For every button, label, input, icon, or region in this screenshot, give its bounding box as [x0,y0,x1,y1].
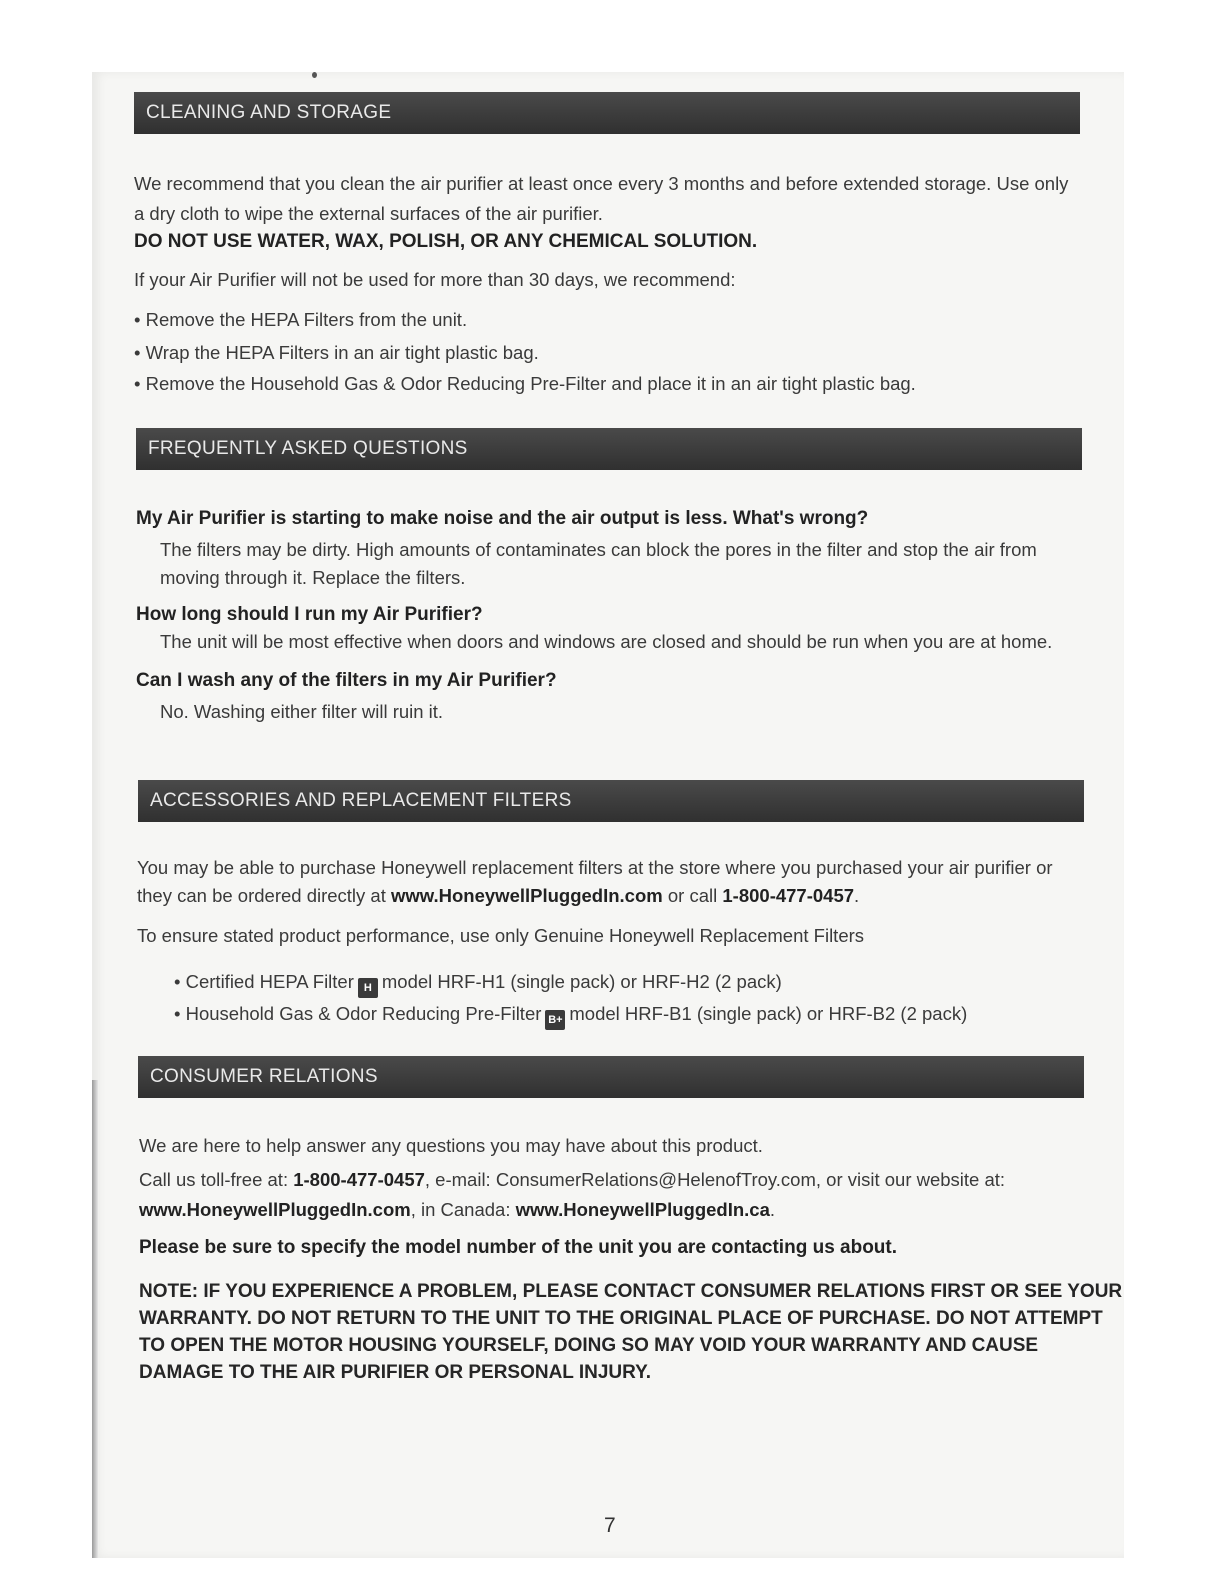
faq-question: Can I wash any of the filters in my Air Purifier? [136,670,557,691]
hepa-filter-icon: H [358,978,378,998]
accessories-header: ACCESSORIES AND REPLACEMENT FILTERS [138,780,1084,822]
cleaning-bullet: • Remove the Household Gas & Odor Reducing Pre-Filter and place it in an air tight plastic bag. [134,373,916,394]
cleaning-bullet: • Wrap the HEPA Filters in an air tight plastic bag. [134,342,539,363]
faq-answer: The unit will be most effective when doors and windows are closed and should be run when you are at home. [160,631,1053,652]
consumer-paragraph-2 [139,1164,1005,1196]
consumer-phone: 1-800-477-0457 [293,1169,425,1190]
filter-model: model HRF-H1 (single pack) or HRF-H2 (2 pack) [381,971,782,992]
prefilter-icon: B+ [545,1010,565,1030]
page-edge-shadow [92,1080,98,1558]
cleaning-paragraph-1: We recommend that you clean the air purifier at least once every 3 months and before extended storage. Use only [134,173,1069,194]
warning-note-line: WARRANTY. DO NOT RETURN TO THE UNIT TO THE ORIGINAL PLACE OF PURCHASE. DO NOT ATTEMPT [139,1308,1103,1329]
filter-item-hepa [174,966,782,998]
faq-header: FREQUENTLY ASKED QUESTIONS [136,428,1082,470]
cleaning-warning: DO NOT USE WATER, WAX, POLISH, OR ANY CHEMICAL SOLUTION. [134,231,758,252]
filter-item-prefilter [174,998,967,1030]
period: . [769,1199,776,1220]
consumer-header: CONSUMER RELATIONS [138,1056,1084,1098]
website-link[interactable]: www.HoneywellPluggedIn.com [391,885,663,906]
filter-model: model HRF-B1 (single pack) or HRF-B2 (2 pack) [569,1003,968,1024]
print-speck [312,72,317,78]
phone-number: 1-800-477-0457 [722,885,855,906]
faq-answer: The filters may be dirty. High amounts of contaminates can block the pores in the filter and stop the air from [160,539,1037,560]
cleaning-bullet: • Remove the HEPA Filters from the unit. [134,309,468,330]
page-number: 7 [604,1514,616,1537]
cleaning-paragraph-2: If your Air Purifier will not be used for more than 30 days, we recommend: [134,269,736,290]
cleaning-paragraph-1b: a dry cloth to wipe the external surfaces of the air purifier. [134,203,603,224]
warning-note-line: DAMAGE TO THE AIR PURIFIER OR PERSONAL INJURY. [139,1362,651,1383]
faq-question: How long should I run my Air Purifier? [136,604,483,625]
filter-label: • Certified HEPA Filter [174,971,354,992]
cleaning-header: CLEANING AND STORAGE [134,92,1080,134]
consumer-model-note: Please be sure to specify the model number of the unit you are contacting us about. [139,1237,898,1258]
website-link-us[interactable]: www.HoneywellPluggedIn.com [139,1199,411,1220]
faq-answer: No. Washing either filter will ruin it. [160,701,444,722]
canada-text: , in Canada: [410,1199,516,1220]
consumer-paragraph-3 [139,1194,775,1226]
faq-question: My Air Purifier is starting to make noise and the air output is less. What's wrong? [136,508,869,529]
accessories-call-text: or call [662,885,723,906]
email-text: , e-mail: ConsumerRelations@HelenofTroy.com, or visit our website at: [424,1169,1006,1190]
accessories-order-text: they can be ordered directly at [137,885,392,906]
period: . [854,885,860,906]
call-text: Call us toll-free at: [139,1169,294,1190]
filter-label: • Household Gas & Odor Reducing Pre-Filter [174,1003,542,1024]
warning-note-line: TO OPEN THE MOTOR HOUSING YOURSELF, DOING SO MAY VOID YOUR WARRANTY AND CAUSE [139,1335,1039,1356]
faq-answer: moving through it. Replace the filters. [160,567,466,588]
accessories-paragraph-2: To ensure stated product performance, use only Genuine Honeywell Replacement Filters [137,925,865,946]
accessories-paragraph-1b [137,880,859,912]
consumer-paragraph-1: We are here to help answer any questions you may have about this product. [139,1135,763,1156]
warning-note-line: NOTE: IF YOU EXPERIENCE A PROBLEM, PLEASE CONTACT CONSUMER RELATIONS FIRST OR SEE YOUR [139,1281,1123,1302]
accessories-paragraph-1: You may be able to purchase Honeywell replacement filters at the store where you purchased your air purifier or [137,857,1053,878]
website-link-canada[interactable]: www.HoneywellPluggedIn.ca [515,1199,770,1220]
